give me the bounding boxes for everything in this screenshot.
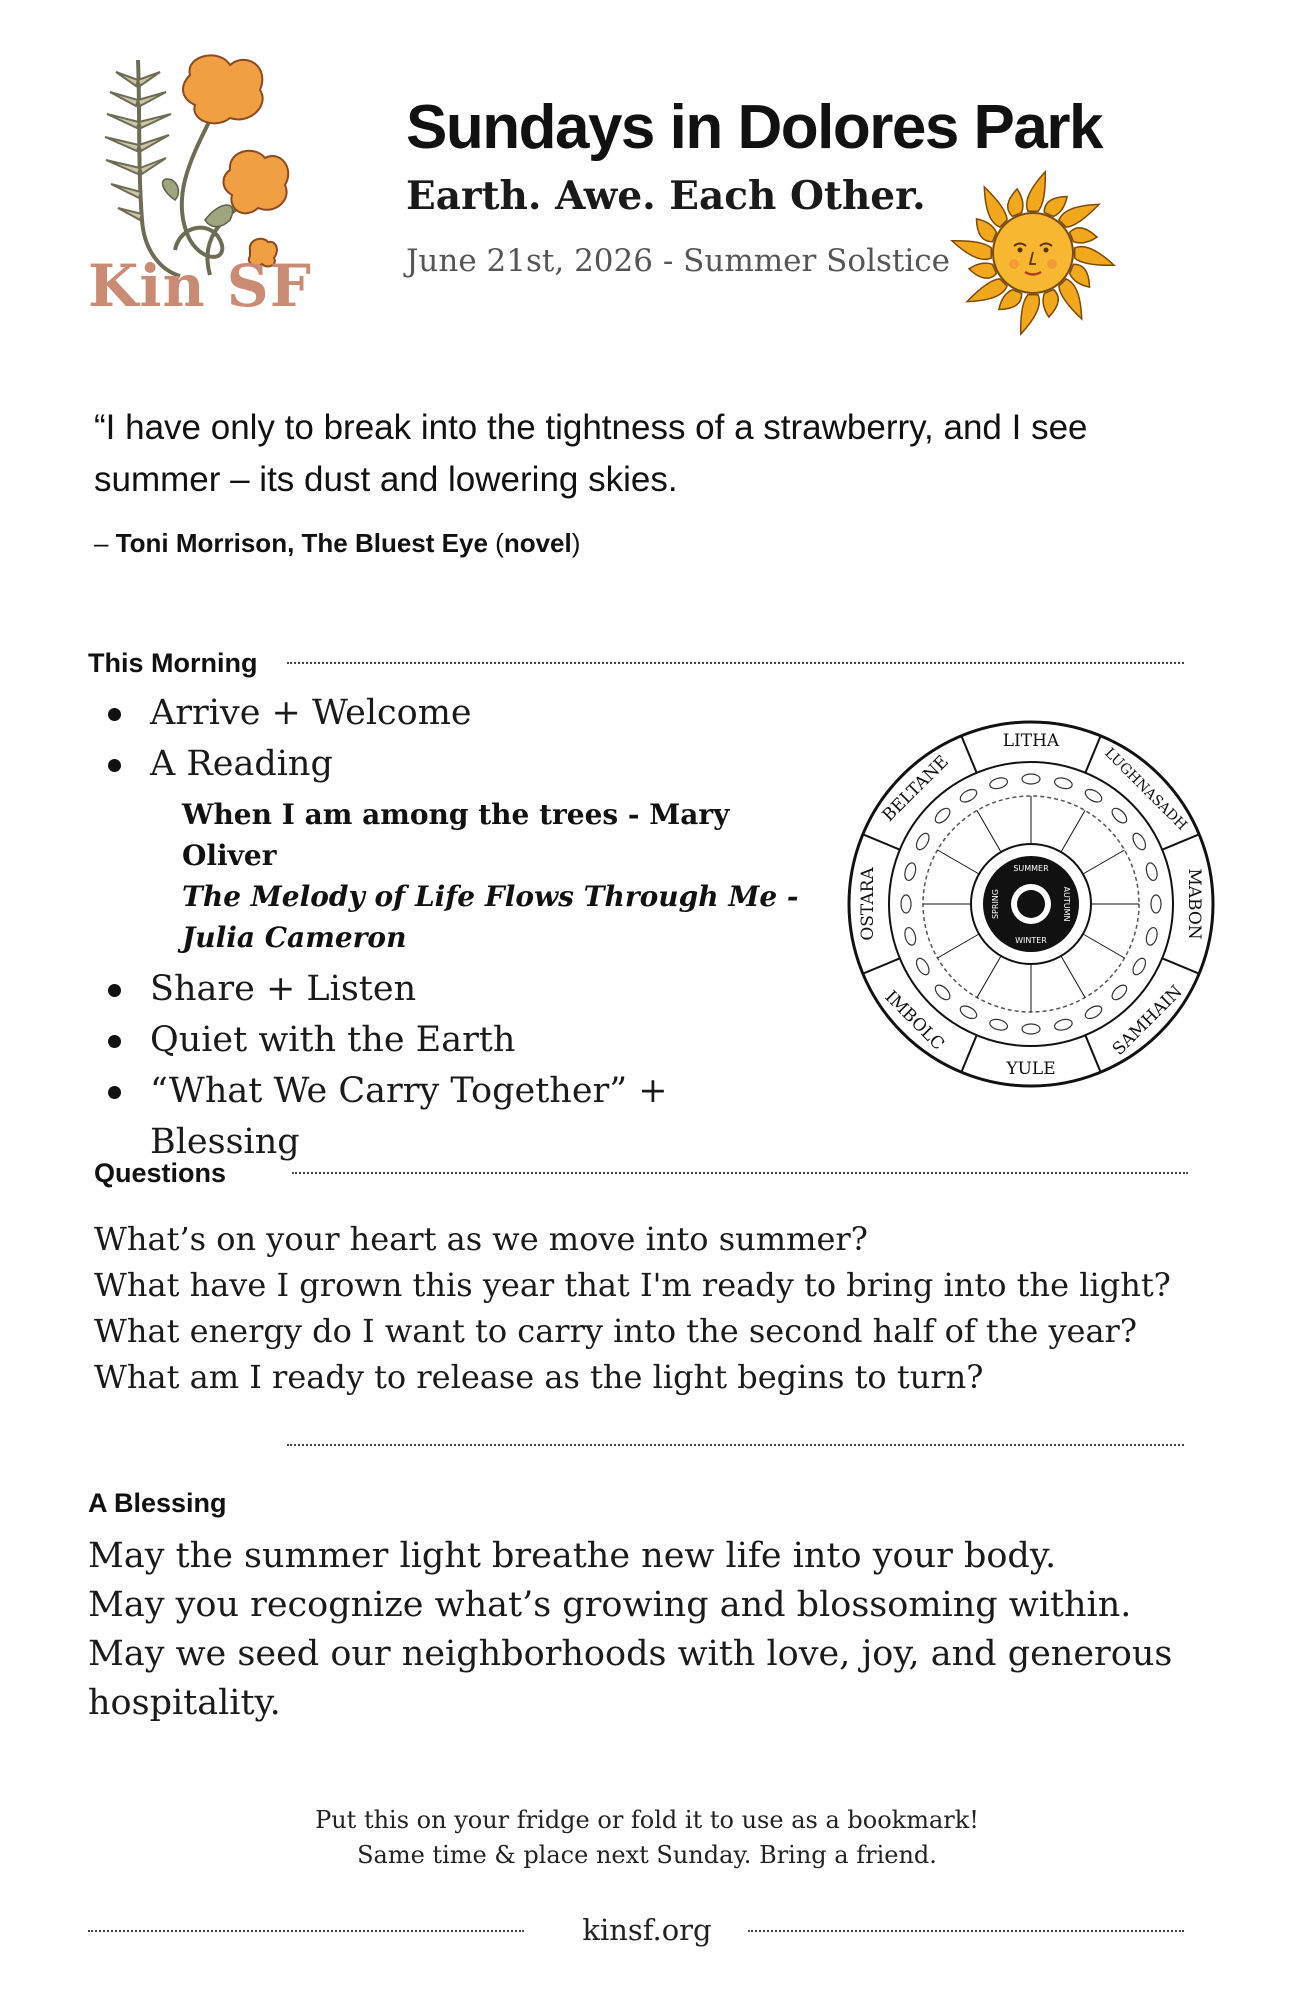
wheel-label: MABON — [1184, 868, 1204, 940]
wheel-of-the-year-icon — [845, 718, 1217, 1090]
bullet-icon — [108, 1035, 121, 1048]
list-item — [98, 1015, 818, 1066]
sun-ray — [1059, 279, 1082, 319]
sun-ray — [1021, 295, 1040, 334]
sun-ray — [1070, 228, 1097, 243]
agenda-item-label: Share + Listen — [150, 969, 417, 1009]
agenda-item-label: A Reading — [150, 744, 333, 784]
page-title: Sundays in Dolores Park — [406, 93, 1102, 162]
reading-2-title: The Melody of Life Flows Through Me - — [182, 880, 799, 913]
blessing-line: May we seed our neighborhoods with love, joy, and generous hospitality. — [88, 1634, 1173, 1723]
wheel-label: IMBOLC — [880, 987, 948, 1055]
sun-ray — [967, 279, 1007, 302]
sun-ray — [984, 187, 1007, 227]
section-heading-morning: This Morning — [88, 648, 258, 678]
section-heading-blessing: A Blessing — [88, 1488, 227, 1518]
wheel-season-label: SPRING — [991, 888, 1000, 920]
wheel-label: LUGHNASADH — [1101, 745, 1190, 834]
sun-face-icon — [948, 168, 1118, 338]
sun-ray — [969, 263, 996, 278]
list-item — [98, 739, 818, 790]
sun-ray — [952, 241, 991, 260]
logo-text: Kin SF — [88, 252, 312, 320]
bullet-icon — [108, 1086, 121, 1099]
website-link[interactable]: kinsf.org — [582, 1913, 712, 1947]
attribution-dash: – — [94, 528, 116, 558]
event-date: June 21st, 2026 - Summer Solstice — [406, 243, 950, 279]
bullet-icon — [108, 708, 121, 721]
wheel-label: LITHA — [1002, 731, 1060, 751]
bullet-icon — [108, 984, 121, 997]
sun-ray — [1027, 172, 1046, 211]
blessing-text — [88, 1532, 1188, 1728]
wheel-label: BELTANE — [878, 751, 953, 826]
quote-work-type: novel — [503, 528, 572, 558]
quote-attribution — [94, 528, 580, 559]
blessing-line: May you recognize what’s growing and blossoming within. — [88, 1585, 1132, 1625]
opening-quote: “I have only to break into the tightness of a strawberry, and I see summer – its dust and lowering skies. — [94, 408, 1088, 499]
questions-list — [94, 1216, 1171, 1400]
agenda-item-label: Arrive + Welcome — [150, 693, 472, 733]
attribution-open: ( — [487, 528, 504, 558]
wheel-season-label: AUTUMN — [1062, 886, 1071, 922]
question-line: What energy do I want to carry into the second half of the year? — [94, 1312, 1137, 1350]
section-heading-questions: Questions — [94, 1158, 227, 1188]
question-line: What’s on your heart as we move into summer? — [94, 1220, 868, 1258]
divider — [292, 1172, 1188, 1174]
divider — [748, 1930, 1184, 1932]
attribution-close: ) — [571, 528, 581, 558]
question-line: What am I ready to release as the light begins to turn? — [94, 1358, 984, 1396]
reading-2-author: Julia Cameron — [182, 921, 407, 954]
footer-note: Put this on your fridge or fold it to use as a bookmark! — [315, 1806, 979, 1834]
wheel-label: SAMHAIN — [1108, 981, 1187, 1060]
sun-ray — [1075, 247, 1114, 266]
divider — [287, 1444, 1184, 1446]
reading-1: When I am among the trees - Mary Oliver — [182, 798, 730, 872]
agenda-item-label: Quiet with the Earth — [150, 1020, 516, 1060]
sun-ray — [1008, 189, 1023, 216]
wheel-label: YULE — [1006, 1059, 1056, 1079]
agenda-list — [98, 688, 818, 1168]
divider — [287, 662, 1184, 664]
list-item — [98, 688, 818, 739]
quote-author: Toni Morrison, The Bluest Eye — [115, 528, 488, 558]
tagline: Earth. Awe. Each Other. — [406, 173, 926, 219]
wheel-season-label: SUMMER — [1013, 864, 1049, 873]
bullet-icon — [108, 759, 121, 772]
wheel-label: OSTARA — [858, 867, 878, 941]
agenda-item-label: “What We Carry Together” + Blessing — [150, 1071, 668, 1162]
wheel-season-label: WINTER — [1015, 936, 1047, 945]
list-item — [98, 1066, 818, 1168]
sun-ray — [1059, 204, 1099, 227]
readings-list — [98, 794, 818, 958]
sun-ray — [1043, 290, 1058, 317]
blessing-line: May the summer light breathe new life into your body. — [88, 1536, 1057, 1576]
question-line: What have I grown this year that I'm ready to bring into the light? — [94, 1266, 1171, 1304]
footer-note: Same time & place next Sunday. Bring a friend. — [357, 1841, 937, 1869]
list-item — [98, 964, 818, 1015]
